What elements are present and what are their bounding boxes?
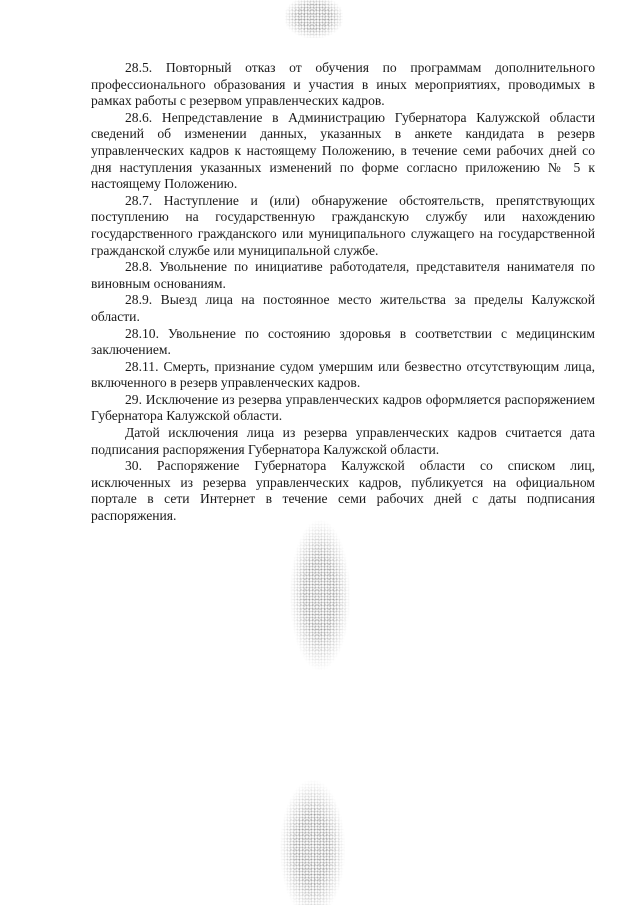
paragraph-29: 29. Исключение из резерва управленческих кадров оформляется распоряжением Губернатора Калужской области. [91,391,595,424]
scan-noise [280,780,345,905]
paragraph-28-10: 28.10. Увольнение по состоянию здоровья в соответствии с медицинским заключением. [91,325,595,358]
paragraph-28-11: 28.11. Смерть, признание судом умершим или безвестно отсутствующим лица, включенного в резерв управленческих кадров. [91,358,595,391]
document-body [91,60,595,525]
paragraph-28-9: 28.9. Выезд лица на постоянное место жительства за пределы Калужской области. [91,292,595,324]
scan-noise [290,520,350,670]
paragraph-28-7: 28.7. Наступление и (или) обнаружение обстоятельств, препятствующих поступлению на государственную гражданскую службу или нахождению государственного гражданского или муниципального служащего на государственной гражданской службе или муниципальной службе. [91,192,595,258]
paragraph-30: 30. Распоряжение Губернатора Калужской области со списком лиц, исключенных из резерва управленческих кадров, публикуется на официальном портале в сети Интернет в течение семи рабочих дней с даты подписания распоряжения. [91,458,595,524]
paragraph-28-6: 28.6. Непредставление в Администрацию Губернатора Калужской области сведений об изменении данных, указанных в анкете кандидата в резерв управленческих кадров к настоящему Положению, в течение семи рабочих дней со дня наступления указанных изменений по форме согласно приложению № 5 к настоящему Положению. [91,109,595,192]
paragraph-29-date: Датой исключения лица из резерва управленческих кадров считается дата подписания распоряжения Губернатора Калужской области. [91,425,595,457]
scan-noise [285,0,343,38]
paragraph-28-8: 28.8. Увольнение по инициативе работодателя, представителя нанимателя по виновным основаниям. [91,259,595,291]
paragraph-28-5: 28.5. Повторный отказ от обучения по программам дополнительного профессионального образования и участия в иных мероприятиях, проводимых в рамках работы с резервом управленческих кадров. [91,60,595,109]
